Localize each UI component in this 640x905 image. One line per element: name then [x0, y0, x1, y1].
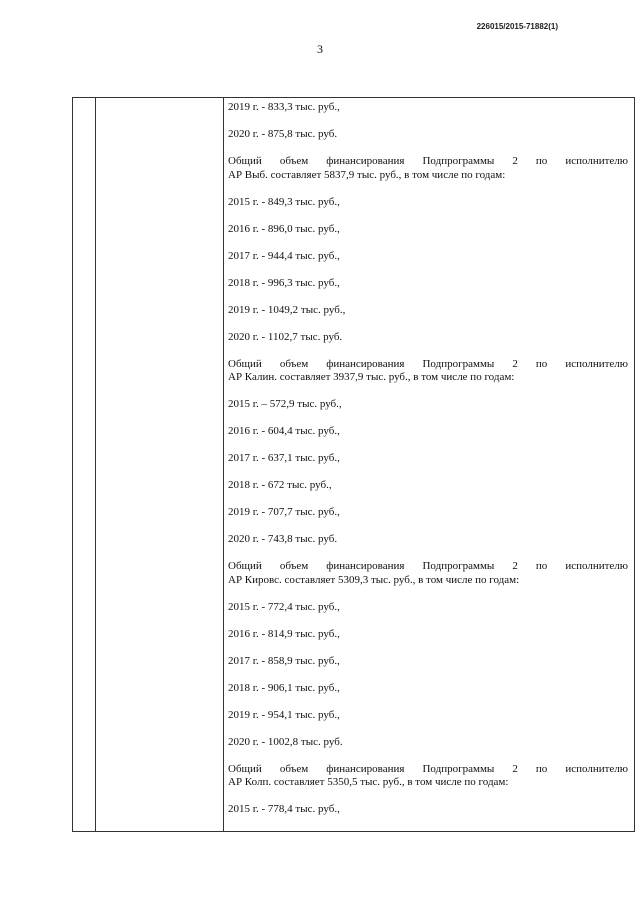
paragraph-line-1: Общий объем финансирования Подпрограммы 2 по исполнителю	[228, 762, 628, 775]
document-id: 226015/2015-71882(1)	[476, 22, 558, 31]
year-amount-line: 2020 г. - 743,8 тыс. руб.	[228, 533, 338, 545]
funding-paragraph	[228, 560, 628, 587]
year-amount-line: 2019 г. - 833,3 тыс. руб.,	[228, 101, 340, 113]
year-amount-line: 2015 г. – 572,9 тыс. руб.,	[228, 398, 342, 410]
year-amount-line: 2015 г. - 772,4 тыс. руб.,	[228, 600, 340, 613]
paragraph-line-2: АР Кировс. составляет 5309,3 тыс. руб., в том числе по годам:	[228, 573, 520, 586]
year-amount-line: 2019 г. - 1049,2 тыс. руб.,	[228, 303, 346, 316]
funding-table	[72, 97, 635, 832]
year-amount-line: 2015 г. - 849,3 тыс. руб.,	[228, 195, 340, 208]
paragraph-line-1: Общий объем финансирования Подпрограммы 2 по исполнителю	[228, 155, 628, 167]
funding-paragraph	[228, 155, 628, 182]
year-amount-line: 2019 г. - 707,7 тыс. руб.,	[228, 506, 340, 518]
year-amount-line: 2018 г. - 672 тыс. руб.,	[228, 479, 332, 491]
paragraph-line-2: АР Калин. составляет 3937,9 тыс. руб., в том числе по годам:	[228, 371, 515, 383]
year-amount-line: 2016 г. - 896,0 тыс. руб.,	[228, 222, 340, 235]
year-amount-line: 2020 г. - 875,8 тыс. руб.	[228, 128, 338, 140]
year-amount-line: 2019 г. - 954,1 тыс. руб.,	[228, 708, 340, 721]
year-amount-line: 2016 г. - 814,9 тыс. руб.,	[228, 627, 340, 640]
year-amount-line: 2018 г. - 996,3 тыс. руб.,	[228, 276, 340, 289]
year-amount-line: 2020 г. - 1102,7 тыс. руб.	[228, 330, 343, 343]
paragraph-line-2: АР Выб. составляет 5837,9 тыс. руб., в том числе по годам:	[228, 168, 506, 181]
paragraph-line-1: Общий объем финансирования Подпрограммы 2 по исполнителю	[228, 560, 628, 572]
year-amount-line: 2017 г. - 944,4 тыс. руб.,	[228, 249, 340, 262]
paragraph-line-1: Общий объем финансирования Подпрограммы 2 по исполнителю	[228, 357, 628, 370]
page-number: 3	[317, 42, 323, 56]
column-divider-1	[95, 98, 96, 831]
paragraph-line-2: АР Колп. составляет 5350,5 тыс. руб., в том числе по годам:	[228, 776, 509, 788]
year-amount-line: 2020 г. - 1002,8 тыс. руб.	[228, 735, 343, 748]
year-amount-line: 2017 г. - 858,9 тыс. руб.,	[228, 654, 340, 667]
year-amount-line: 2015 г. - 778,4 тыс. руб.,	[228, 803, 340, 815]
year-amount-line: 2017 г. - 637,1 тыс. руб.,	[228, 452, 340, 464]
year-amount-line: 2016 г. - 604,4 тыс. руб.,	[228, 425, 340, 437]
year-amount-line: 2018 г. - 906,1 тыс. руб.,	[228, 681, 340, 694]
funding-paragraph	[228, 358, 628, 385]
funding-paragraph	[228, 763, 628, 790]
funding-text-cell	[228, 101, 628, 830]
column-divider-2	[223, 98, 224, 831]
